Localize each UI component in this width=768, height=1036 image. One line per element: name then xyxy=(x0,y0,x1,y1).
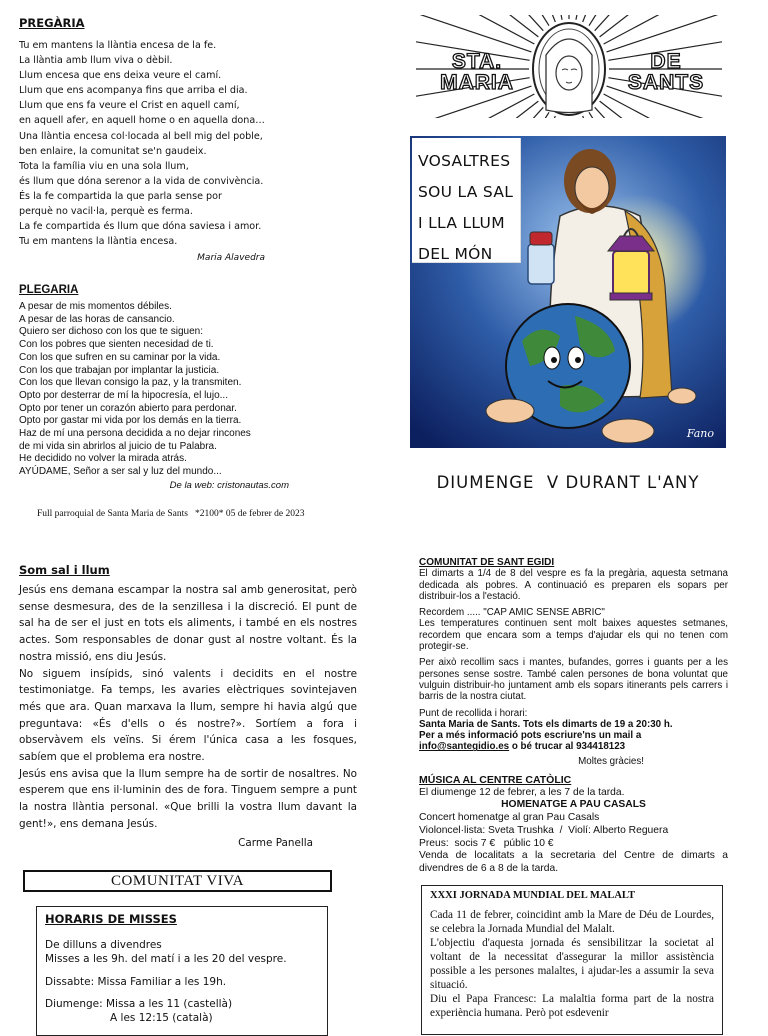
sant-egidi-pickup-value: Santa Maria de Sants. Tots els dimarts de 19 a 20:30 h. xyxy=(419,718,673,730)
pregaria-poem xyxy=(19,38,279,249)
plegaria-line: Con los pobres que sienten necesidad de ti. xyxy=(19,339,214,351)
pregaria-line: La llàntia amb llum viva o dèbil. xyxy=(19,55,173,67)
pregaria-line: en aquell afer, en aquell home o en aquella dona… xyxy=(19,115,265,127)
plegaria-line: Con los que sufren en su caminar por la vida. xyxy=(19,351,221,363)
sun-ray xyxy=(604,15,717,44)
plegaria-line: He decidido no volver la mirada atrás. xyxy=(19,453,187,465)
musica-title: MÚSICA AL CENTRE CATÒLIC xyxy=(419,774,572,786)
pregaria-line: Tu em mantens la llàntia encesa. xyxy=(19,236,178,248)
sunday-title: DIUMENGE V DURANT L'ANY xyxy=(436,473,700,492)
sant-egidi-paragraph-1: El dimarts a 1/4 de 8 del vespre es fa la pregària, aquesta setmana dedicada als pobres. A continuació es preparen els sopars per distribuir-los a l'estació. xyxy=(419,568,728,602)
sun-ray xyxy=(422,15,535,44)
som-sal-section xyxy=(19,563,357,849)
artist-signature: Fano xyxy=(686,427,714,440)
horaris-weekdays-label: De dilluns a divendres xyxy=(45,939,162,951)
plegaria-line: A pesar de mis momentos débiles. xyxy=(19,301,172,312)
sun-ray xyxy=(595,15,679,31)
horaris-sunday-1: Diumenge: Missa a les 11 (castellà) xyxy=(45,998,233,1010)
plegaria-line: Con los que llevan consigo la paz, y la transmiten. xyxy=(19,377,242,389)
pregaria-line: ben enlaire, la comunitat se'n gaudeix. xyxy=(19,145,207,157)
plegaria-line: Opto por desterrar de mí la hipocresía, el lujo... xyxy=(19,389,228,401)
musica-date: El diumenge 12 de febrer, a les 7 de la tarda. xyxy=(419,786,625,798)
sun-ray xyxy=(604,94,717,118)
pregaria-line: La fe compartida és llum que dóna saviesa i amor. xyxy=(19,221,262,233)
musica-sales: Venda de localitats a la secretaria del Centre de dimarts a divendres de 6 a 8 de la tarda. xyxy=(419,850,728,874)
sant-egidi-section xyxy=(419,557,728,767)
som-sal-author: Carme Panella xyxy=(238,836,313,849)
plegaria-line: A pesar de las horas de cansancio. xyxy=(19,313,175,325)
jornada-box xyxy=(421,885,723,1035)
sant-egidi-thanks: Moltes gràcies! xyxy=(578,755,644,767)
logo-text-right: DE SANTS xyxy=(627,50,705,94)
sant-egidi-email-link[interactable]: info@santegidio.es xyxy=(419,741,510,753)
musica-homenatge: HOMENATGE A PAU CASALS xyxy=(501,799,646,811)
plegaria-source: De la web: cristonautas.com xyxy=(169,479,289,491)
musica-concert: Concert homenatge al gran Pau Casals xyxy=(419,812,600,824)
plegaria-title: PLEGARIA xyxy=(19,284,79,296)
jornada-title: XXXI JORNADA MUNDIAL DEL MALALT xyxy=(430,890,635,901)
comunitat-viva-banner: COMUNITAT VIVA xyxy=(23,870,332,892)
pregaria-line: és llum que dóna serenor a la vida de convivència. xyxy=(19,175,264,187)
sant-egidi-more-info: Per a més informació pots escriure'ns un mail a xyxy=(419,730,642,742)
sant-egidi-paragraph-3: Per això recollim sacs i mantes, bufandes, gorres i guants per a les persones sense sostre. També calen persones de bona voluntat que vulguin distribuir-ho juntament amb els sopars itinerants pels carrers i barris de la nostra ciutat. xyxy=(419,657,728,703)
plegaria-section xyxy=(19,284,299,491)
sant-egidi-pickup-label: Punt de recollida i horari: xyxy=(419,707,528,719)
caption-line: DEL MÓN xyxy=(418,245,493,263)
plegaria-line: Opto por gastar mi vida por los demás en la tierra. xyxy=(19,415,242,427)
plegaria-line: Opto por tener un corazón abierto para perdonar. xyxy=(19,402,237,414)
sun-ray xyxy=(595,107,679,118)
sun-ray xyxy=(460,15,544,31)
pregaria-line: Llum encesa que ens deixa veure el camí. xyxy=(19,70,222,82)
sant-egidi-title: COMUNITAT DE SANT EGIDI xyxy=(419,557,555,568)
pregaria-line: perquè no vacil·la, perquè es ferma. xyxy=(19,206,193,218)
salt-light-illustration xyxy=(410,136,726,448)
horaris-box xyxy=(36,906,328,1036)
caption-line: I LLA LLUM xyxy=(418,214,505,232)
sant-egidi-paragraph-2: Les temperatures continuen sent molt baixes aquestes setmanes, recordem que encara som a temps d'ajudar els qui no tenen com protegir-se. xyxy=(419,618,728,653)
plegaria-line: AYÚDAME, Señor a ser sal y luz del mundo... xyxy=(19,466,222,478)
pregaria-author: Maria Alavedra xyxy=(197,253,265,264)
plegaria-poem xyxy=(19,301,299,479)
sun-ray xyxy=(600,101,700,118)
sant-egidi-contact xyxy=(419,741,728,752)
plegaria-line: de mi vida sin abrirlos al juicio de tu Palabra. xyxy=(19,440,217,452)
musica-performers: Violoncel·lista: Sveta Trushka / Violí: Alberto Reguera xyxy=(419,824,669,836)
plegaria-line: Quiero ser dichoso con los que te siguen: xyxy=(19,326,203,338)
pregaria-section xyxy=(19,16,279,263)
pregaria-line: Llum que ens acompanya fins que arriba el dia. xyxy=(19,85,248,97)
horaris-sunday-2: A les 12:15 (català) xyxy=(110,1012,213,1024)
sun-ray xyxy=(460,107,544,118)
plegaria-line: Con los que trabajan por implantar la justicia. xyxy=(19,364,220,376)
pregaria-line: És la fe compartida la que parla sense por xyxy=(19,190,222,202)
plegaria-line: Haz de mí una persona decidida a no dejar rincones xyxy=(19,428,251,440)
sant-egidi-recordem: Recordem ..... "CAP AMIC SENSE ABRIC" xyxy=(419,607,605,619)
musica-prices: Preus: socis 7 € públic 10 € xyxy=(419,837,554,849)
sant-egidi-phone: o bé trucar al 934418123 xyxy=(509,741,626,753)
som-sal-paragraph-2: No siguem insípids, sinó valents i decidits en el nostre testimoniatge. Fa temps, les avaries elèctriques sovintejaven més que ara. Quan marxava la llum, sempre hi havia algú que preguntava: «És d'ells o és nostre?». Sortíem a fora i observàvem els veïns. Si érem l'única casa a les fosques, sabíem que el problema era nostre. xyxy=(19,667,357,764)
sun-ray xyxy=(439,101,539,118)
musica-section xyxy=(419,774,728,876)
bulletin-footer-note: Full parroquial de Santa Maria de Sants *2100* 05 de febrer de 2023 xyxy=(37,509,305,519)
som-sal-title: Som sal i llum xyxy=(19,563,110,577)
horaris-saturday: Dissabte: Missa Familiar a les 19h. xyxy=(45,976,227,988)
horaris-weekdays-times: Misses a les 9h. del matí i a les 20 del vespre. xyxy=(45,953,287,965)
jornada-paragraph-3: Diu el Papa Francesc: La malaltia forma part de la nostra experiència humana. Però pot esdevenir xyxy=(430,993,714,1019)
sun-ray xyxy=(422,94,535,118)
pregaria-title: PREGÀRIA xyxy=(19,16,85,30)
illustration-caption xyxy=(412,138,521,263)
caption-line: SOU LA SAL xyxy=(418,183,514,201)
pregaria-line: Tu em mantens la llàntia encesa de la fe. xyxy=(19,40,217,51)
pregaria-line: Llum que ens fa veure el Crist en aquell camí, xyxy=(19,100,240,112)
parish-logo xyxy=(416,15,722,118)
som-sal-paragraph-1: Jesús ens demana escampar la nostra sal amb generositat, però sense desmesura, des de la senzillesa i la discreció. El punt de sal ha de ser el just en tots els aliments, i també en els nostres actes. Som responsables de donar gust al nostre voltant. És la nostra missió, ens diu Jesús. xyxy=(19,584,357,663)
logo-text-left: STA. MARIA xyxy=(440,50,514,94)
jornada-paragraph-1: Cada 11 de febrer, coincidint amb la Mare de Déu de Lourdes, se celebra la Jornada Mundial del Malalt. xyxy=(430,909,714,935)
horaris-title: HORARIS DE MISSES xyxy=(45,912,177,926)
pregaria-line: Una llàntia encesa col·locada al bell mig del poble, xyxy=(19,130,263,142)
caption-line: VOSALTRES xyxy=(418,152,511,170)
som-sal-paragraph-3: Jesús ens avisa que la llum sempre ha de sortir de nosaltres. No esperem que ens il·luminin des de fora. Tinguem sempre a punt la nostra llàntia personal. «Que brilli la vostra llum davant la gent!», ens demana Jesús. xyxy=(19,767,357,830)
jornada-paragraph-2: L'objectiu d'aquesta jornada és sensibilitzar la societat al voltant de la necessitat d'assegurar la millor assistència possible a les persones malaltes, i ajudar-les a assumir la seva situació. xyxy=(430,937,714,991)
pregaria-line: Tota la família viu en una sola llum, xyxy=(19,160,189,172)
